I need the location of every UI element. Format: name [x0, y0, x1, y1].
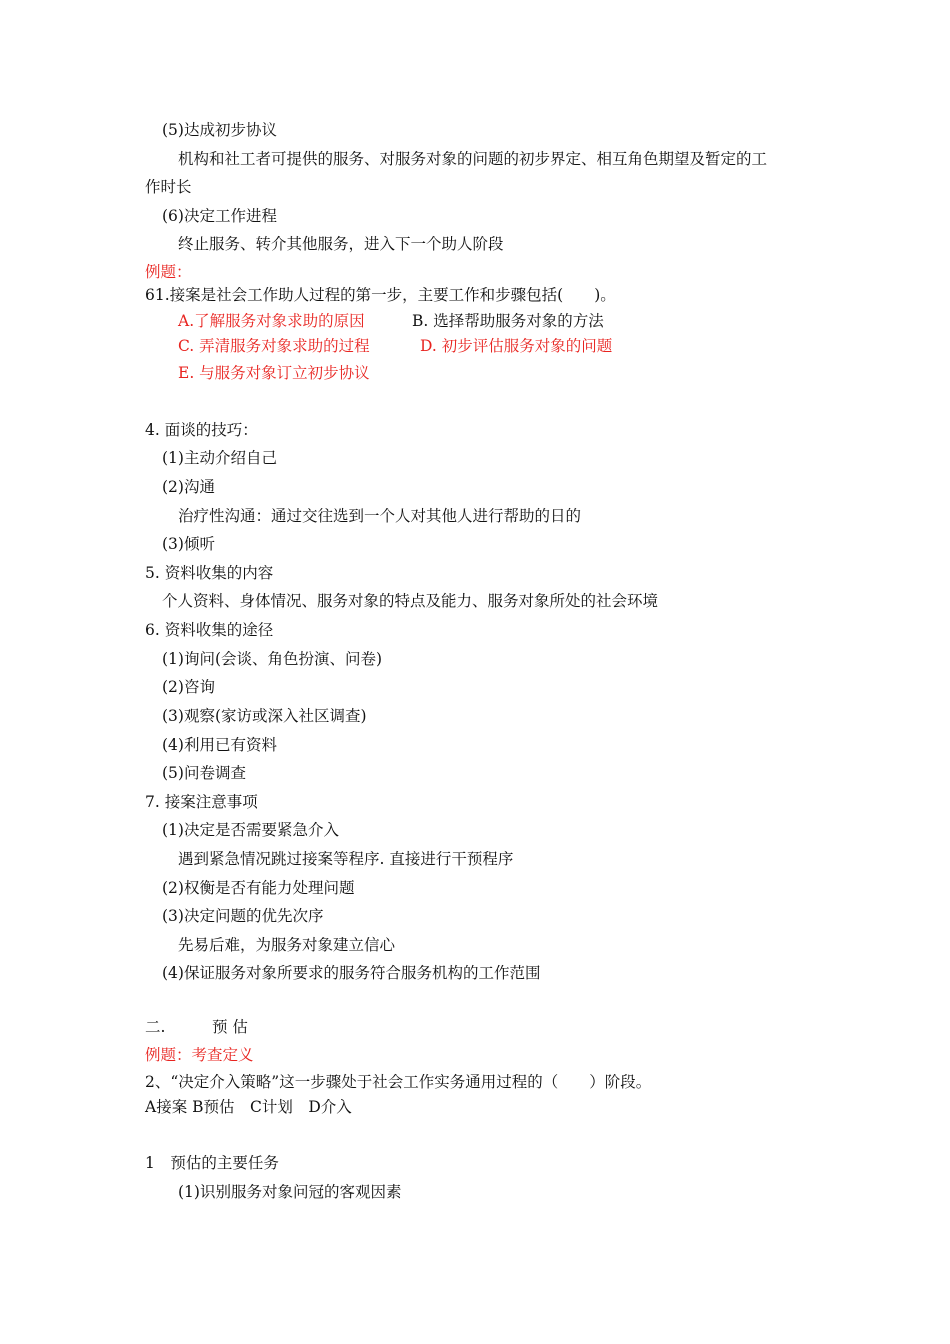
section-7-item-2: (2)权衡是否有能力处理问题: [162, 879, 355, 897]
section-6-item-1: (1)询问(会谈、角色扮演、问卷): [162, 650, 383, 668]
section-7-item-4: (4)保证服务对象所要求的服务符合服务机构的工作范围: [162, 964, 541, 982]
question-2-options: A接案 B预估 C计划 D介入: [145, 1098, 352, 1116]
option-c: C. 弄清服务对象求助的过程: [178, 337, 370, 355]
question-2: 2、“决定介入策略”这一步骤处于社会工作实务通用过程的（ ）阶段。: [145, 1073, 652, 1091]
section-6-heading: 6. 资料收集的途径: [145, 621, 274, 639]
item-5-body-line2: 作时长: [145, 178, 192, 196]
section-4-item-3: (3)倾听: [162, 535, 215, 553]
section-7-item-1: (1)决定是否需要紧急介入: [162, 821, 339, 839]
chapter-2-title: 预 估: [212, 1018, 248, 1036]
section-6-item-4: (4)利用已有资料: [162, 736, 277, 754]
item-6-body: 终止服务、转介其他服务，进入下一个助人阶段: [178, 235, 504, 253]
option-e: E. 与服务对象订立初步协议: [178, 364, 370, 382]
section-6-item-3: (3)观察(家访或深入社区调查): [162, 707, 367, 725]
section-4-heading: 4. 面谈的技巧：: [145, 421, 258, 439]
question-61: 61.接案是社会工作助人过程的第一步，主要工作和步骤包括( )。: [145, 286, 616, 304]
section-4-item-2-body: 治疗性沟通：通过交往选到一个人对其他人进行帮助的日的: [178, 507, 582, 525]
section-7-item-3: (3)决定问题的优先次序: [162, 907, 324, 925]
item-5-body-line1: 机构和社工者可提供的服务、对服务对象的问题的初步界定、相互角色期望及暂定的工: [178, 150, 768, 168]
item-6-heading: (6)决定工作进程: [162, 207, 277, 225]
section-6-item-2: (2)咨询: [162, 678, 215, 696]
assessment-tasks-heading: 1 预估的主要任务: [145, 1154, 279, 1172]
example-definition-label: 例题：考查定义: [145, 1046, 254, 1064]
option-b: B. 选择帮助服务对象的方法: [412, 312, 604, 330]
section-7-item-1-body: 遇到紧急情况跳过接案等程序. 直接进行干预程序: [178, 850, 514, 868]
option-a: A.了解服务对象求助的原因: [178, 312, 365, 330]
assessment-task-1: (1)识别服务对象问冠的客观因素: [178, 1183, 402, 1201]
section-5-heading: 5. 资料收集的内容: [145, 564, 274, 582]
section-4-item-1: (1)主动介绍自己: [162, 449, 277, 467]
section-6-item-5: (5)问卷调查: [162, 764, 246, 782]
example-label: 例题：: [145, 263, 192, 281]
section-5-body: 个人资料、身体情况、服务对象的特点及能力、服务对象所处的社会环境: [162, 592, 659, 610]
section-4-item-2: (2)沟通: [162, 478, 215, 496]
chapter-2-number: 二.: [145, 1018, 166, 1036]
section-7-heading: 7. 接案注意事项: [145, 793, 258, 811]
section-7-item-3-body: 先易后难，为服务对象建立信心: [178, 936, 396, 954]
item-5-heading: (5)达成初步协议: [162, 121, 277, 139]
option-d: D. 初步评估服务对象的问题: [420, 337, 613, 355]
